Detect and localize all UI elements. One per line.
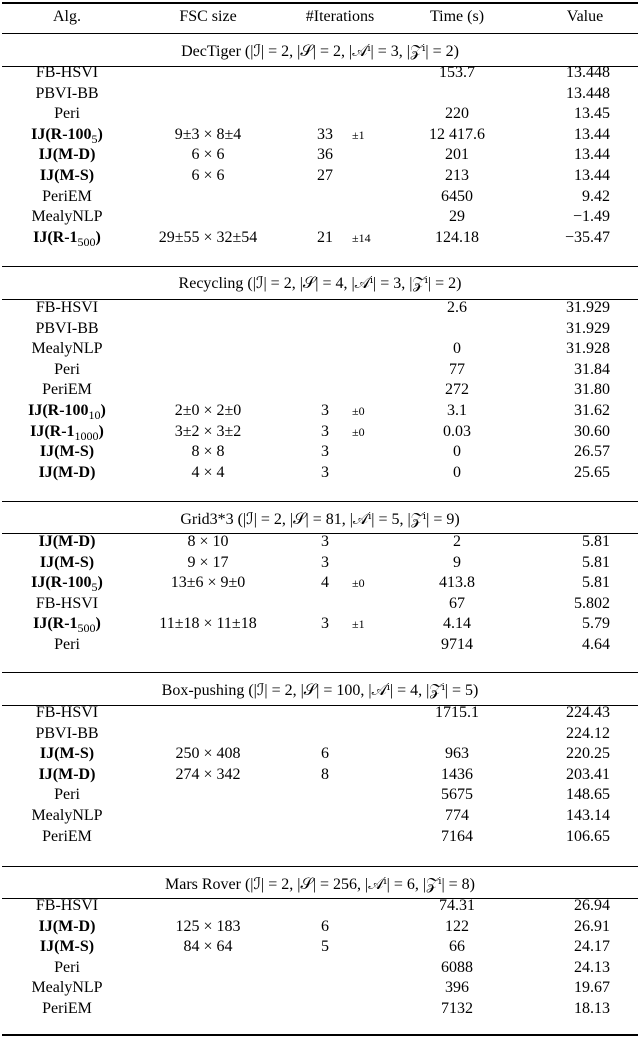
- algorithm-name: [4, 228, 130, 252]
- iterations-std: ±0: [352, 576, 365, 591]
- algorithm-name: [4, 145, 130, 165]
- algorithm-name-bold: IJ(M-S): [39, 553, 95, 571]
- iterations: 3: [321, 402, 329, 419]
- header-row: [0, 7, 640, 27]
- algorithm-name: PeriEM: [42, 827, 92, 845]
- algorithm-close-paren: ): [98, 422, 104, 440]
- value: 106.65: [566, 827, 610, 845]
- value: 5.802: [574, 594, 610, 612]
- algorithm-name: Peri: [54, 360, 80, 378]
- value: 13.44: [574, 125, 610, 143]
- table-row: [0, 532, 640, 552]
- table-row: [0, 573, 640, 593]
- fsc-size: 6 × 6: [191, 167, 225, 184]
- algorithm-close-paren: ): [95, 615, 101, 633]
- time-seconds: 0: [453, 463, 461, 481]
- value: 26.94: [574, 897, 610, 914]
- value: 203.41: [566, 765, 610, 783]
- value: 31.80: [574, 381, 610, 399]
- table-row: [0, 228, 640, 248]
- value: 5.79: [582, 615, 610, 633]
- header-time: Time (s): [429, 8, 485, 25]
- fsc-size: 29±55 × 32±54: [158, 228, 258, 246]
- algorithm-name: [4, 442, 130, 462]
- value: 18.13: [574, 1000, 610, 1017]
- algorithm-name: PBVI-BB: [35, 84, 99, 102]
- table-rule-thick: [2, 1034, 638, 1036]
- iterations-std: ±0: [352, 424, 365, 439]
- algorithm-name: [4, 166, 130, 186]
- table-row: [0, 999, 640, 1019]
- algorithm-name-bold: IJ(M-S): [39, 745, 95, 763]
- fsc-size: 84 × 64: [183, 938, 233, 956]
- value: 143.14: [566, 807, 610, 824]
- algorithm-subscript: 10: [88, 408, 101, 423]
- algorithm-name: [4, 532, 130, 552]
- header-iterations: #Iterations: [305, 8, 375, 25]
- algorithm-name-bold: IJ(R-1: [33, 228, 78, 246]
- algorithm-name-bold: IJ(M-D): [38, 765, 96, 783]
- algorithm-name: [4, 917, 130, 937]
- value: 31.929: [566, 299, 610, 316]
- algorithm-name: MealyNLP: [31, 807, 103, 824]
- algorithm-subscript: 500: [77, 621, 96, 636]
- fsc-size: 8 × 10: [187, 533, 229, 550]
- value: 5.81: [582, 533, 610, 550]
- iterations: 6: [321, 917, 329, 935]
- value: 13.44: [574, 167, 610, 184]
- table-row: [0, 187, 640, 207]
- table-row: [0, 896, 640, 916]
- value: 13.44: [574, 146, 610, 164]
- fsc-size: 2±0 × 2±0: [174, 402, 242, 419]
- value: 220.25: [566, 745, 610, 763]
- algorithm-name-bold: IJ(R-1: [33, 615, 78, 633]
- section-title: Mars Rover (|ℐ| = 2, |𝒮| = 256, |𝒜ⁱ| = 6, |𝒵ⁱ| = 8): [164, 876, 475, 893]
- algorithm-name: Peri: [54, 958, 80, 976]
- time-seconds: 7164: [441, 827, 473, 845]
- table-rule-thick: [2, 2, 638, 4]
- table-row: [0, 166, 640, 186]
- time-seconds: 29: [449, 208, 465, 226]
- algorithm-name: PeriEM: [42, 187, 92, 205]
- table-row: [0, 785, 640, 805]
- time-seconds: 963: [445, 745, 469, 763]
- value: 25.65: [574, 463, 610, 481]
- value: 31.62: [574, 402, 610, 419]
- iterations-std: ±1: [352, 127, 365, 142]
- table-row: [0, 84, 640, 104]
- value: 4.64: [582, 636, 610, 653]
- value: 31.928: [566, 340, 610, 358]
- table-row: [0, 298, 640, 318]
- value: 30.60: [574, 422, 610, 440]
- table-row: [0, 958, 640, 978]
- algorithm-name: FB-HSVI: [35, 897, 99, 914]
- time-seconds: 7132: [441, 1000, 473, 1017]
- algorithm-name-bold: IJ(M-D): [38, 533, 96, 550]
- table-row: [0, 635, 640, 655]
- time-seconds: 67: [449, 594, 465, 612]
- value: 24.17: [574, 938, 610, 956]
- algorithm-name: Peri: [54, 105, 80, 123]
- table-row: [0, 360, 640, 380]
- time-seconds: 213: [445, 167, 469, 184]
- fsc-size: 13±6 × 9±0: [170, 574, 246, 592]
- section-title: Box-pushing (|ℐ| = 2, |𝒮| = 100, |𝒜ⁱ| = 4, |𝒵ⁱ| = 5): [161, 682, 479, 699]
- time-seconds: 272: [445, 381, 469, 399]
- algorithm-name: [4, 553, 130, 573]
- iterations: 5: [321, 938, 329, 956]
- table-row: [0, 553, 640, 573]
- time-seconds: 9: [453, 553, 461, 571]
- header-fsc-size: FSC size: [179, 8, 237, 25]
- iterations: 3: [321, 463, 329, 481]
- value: 26.91: [574, 917, 610, 935]
- algorithm-name: MealyNLP: [31, 979, 103, 997]
- algorithm-name-bold: IJ(M-S): [39, 167, 95, 184]
- time-seconds: 9714: [441, 636, 473, 653]
- algorithm-name: MealyNLP: [31, 340, 103, 358]
- algorithm-name: PBVI-BB: [35, 724, 99, 742]
- header-alg: Alg.: [53, 8, 81, 25]
- table-row: [0, 319, 640, 339]
- iterations: 33: [317, 125, 333, 143]
- time-seconds: 77: [449, 360, 465, 378]
- table-row: [0, 125, 640, 145]
- table-rule: [2, 866, 638, 867]
- algorithm-subscript: 1000: [74, 428, 99, 443]
- algorithm-name-bold: IJ(R-100: [31, 574, 92, 592]
- table-row: [0, 917, 640, 937]
- table-row: [0, 104, 640, 124]
- value: 13.45: [574, 105, 610, 123]
- algorithm-subscript: 5: [91, 580, 98, 595]
- time-seconds: 774: [445, 807, 469, 824]
- algorithm-close-paren: ): [97, 125, 103, 143]
- algorithm-name: [4, 744, 130, 764]
- section-title: DecTiger (|ℐ| = 2, |𝒮| = 2, |𝒜ⁱ| = 3, |𝒵ⁱ| = 2): [181, 43, 459, 60]
- algorithm-name-bold: IJ(R-100: [31, 125, 92, 143]
- table-row: [0, 703, 640, 723]
- table-row: [0, 401, 640, 421]
- algorithm-name-bold: IJ(R-1: [30, 422, 75, 440]
- table-row: [0, 827, 640, 847]
- time-seconds: 74.31: [439, 897, 475, 914]
- iterations: 6: [321, 745, 329, 763]
- algorithm-name: Peri: [54, 636, 80, 653]
- value: 5.81: [582, 574, 610, 592]
- time-seconds: 0: [453, 443, 461, 461]
- table-rule: [2, 501, 638, 502]
- time-seconds: 153.7: [439, 64, 475, 81]
- algorithm-subscript: 500: [77, 234, 96, 249]
- iterations: 36: [317, 146, 333, 164]
- table-row: [0, 339, 640, 359]
- iterations-std: ±14: [352, 230, 371, 245]
- value: 13.448: [566, 84, 610, 102]
- algorithm-name: MealyNLP: [31, 208, 103, 226]
- time-seconds: 396: [445, 979, 469, 997]
- value: 26.57: [574, 443, 610, 461]
- algorithm-name-bold: IJ(M-D): [38, 146, 96, 164]
- time-seconds: 122: [445, 917, 469, 935]
- table-row: [0, 724, 640, 744]
- fsc-size: 6 × 6: [191, 146, 225, 164]
- table-row: [0, 207, 640, 227]
- time-seconds: 6088: [441, 958, 473, 976]
- value: 224.43: [566, 704, 610, 721]
- time-seconds: 0.03: [443, 422, 471, 440]
- fsc-size: 9 × 17: [187, 553, 229, 571]
- value: 24.13: [574, 958, 610, 976]
- time-seconds: 2: [453, 533, 461, 550]
- time-seconds: 220: [445, 105, 469, 123]
- iterations-std: ±0: [352, 404, 365, 418]
- iterations: 3: [321, 443, 329, 461]
- algorithm-name-bold: IJ(M-D): [38, 463, 96, 481]
- fsc-size: 9±3 × 8±4: [174, 125, 242, 143]
- fsc-size: 11±18 × 11±18: [159, 615, 257, 633]
- value: 9.42: [582, 187, 610, 205]
- time-seconds: 3.1: [447, 402, 467, 419]
- iterations: 8: [321, 765, 329, 783]
- iterations: 27: [317, 167, 333, 184]
- table-row: [0, 463, 640, 483]
- algorithm-name-bold: IJ(M-S): [39, 938, 95, 956]
- iterations: 4: [321, 574, 329, 592]
- iterations: 3: [321, 553, 329, 571]
- value: 31.929: [566, 319, 610, 337]
- value: 13.448: [566, 64, 610, 81]
- algorithm-name: FB-HSVI: [35, 704, 99, 721]
- table-row: [0, 442, 640, 462]
- time-seconds: 4.14: [443, 615, 471, 633]
- fsc-size: 3±2 × 3±2: [174, 422, 242, 440]
- fsc-size: 8 × 8: [191, 443, 225, 461]
- table-row: [0, 594, 640, 614]
- time-seconds: 1436: [441, 765, 473, 783]
- value: 5.81: [582, 553, 610, 571]
- value: −1.49: [572, 208, 610, 226]
- algorithm-name-bold: IJ(M-S): [39, 443, 95, 461]
- fsc-size: 125 × 183: [175, 917, 241, 935]
- algorithm-name: PeriEM: [42, 381, 92, 399]
- fsc-size: 250 × 408: [175, 745, 241, 763]
- iterations: 3: [321, 533, 329, 550]
- time-seconds: 0: [453, 340, 461, 358]
- time-seconds: 66: [449, 938, 465, 956]
- time-seconds: 124.18: [435, 228, 479, 246]
- value: 19.67: [574, 979, 610, 997]
- time-seconds: 5675: [441, 786, 473, 804]
- iterations: 3: [321, 422, 329, 440]
- table-row: [0, 422, 640, 442]
- table-row: [0, 806, 640, 826]
- table-row: [0, 63, 640, 83]
- algorithm-subscript: 5: [91, 131, 98, 146]
- algorithm-name: PBVI-BB: [35, 319, 99, 337]
- value: 148.65: [566, 786, 610, 804]
- table-rule: [2, 672, 638, 673]
- time-seconds: 2.6: [447, 299, 467, 316]
- fsc-size: 4 × 4: [191, 463, 225, 481]
- algorithm-name: [4, 765, 130, 785]
- time-seconds: 1715.1: [435, 704, 479, 721]
- table-row: [0, 765, 640, 785]
- iterations-std: ±1: [352, 617, 365, 632]
- section-title: Grid3*3 (|ℐ| = 2, |𝒮| = 81, |𝒜ⁱ| = 5, |𝒵ⁱ| = 9): [180, 511, 460, 528]
- value: 31.84: [574, 360, 610, 378]
- algorithm-name-bold: IJ(R-100: [28, 402, 89, 419]
- algorithm-name: [4, 463, 130, 483]
- table-row: [0, 145, 640, 165]
- algorithm-name: FB-HSVI: [35, 594, 99, 612]
- table-row: [0, 744, 640, 764]
- table-row: [0, 380, 640, 400]
- table-row: [0, 614, 640, 634]
- value: −35.47: [564, 228, 610, 246]
- algorithm-name: FB-HSVI: [35, 299, 99, 316]
- algorithm-name: Peri: [54, 786, 80, 804]
- algorithm-close-paren: ): [97, 574, 103, 592]
- time-seconds: 413.8: [439, 574, 475, 592]
- algorithm-name: PeriEM: [42, 1000, 92, 1017]
- table-row: [0, 937, 640, 957]
- algorithm-close-paren: ): [95, 228, 101, 246]
- time-seconds: 12 417.6: [429, 125, 485, 143]
- section-title: Recycling (|ℐ| = 2, |𝒮| = 4, |𝒜ⁱ| = 3, |𝒵ⁱ| = 2): [178, 275, 462, 292]
- value: 224.12: [566, 724, 610, 742]
- table-rule: [2, 266, 638, 267]
- table-row: [0, 978, 640, 998]
- iterations: 21: [317, 228, 333, 246]
- algorithm-name-bold: IJ(M-D): [38, 917, 96, 935]
- time-seconds: 201: [445, 146, 469, 164]
- fsc-size: 274 × 342: [175, 765, 241, 783]
- algorithm-name: [4, 937, 130, 957]
- table-rule: [2, 33, 638, 34]
- algorithm-name: FB-HSVI: [35, 64, 99, 81]
- algorithm-close-paren: ): [100, 402, 106, 419]
- iterations: 3: [321, 615, 329, 633]
- time-seconds: 6450: [441, 187, 473, 205]
- header-value: Value: [566, 8, 604, 25]
